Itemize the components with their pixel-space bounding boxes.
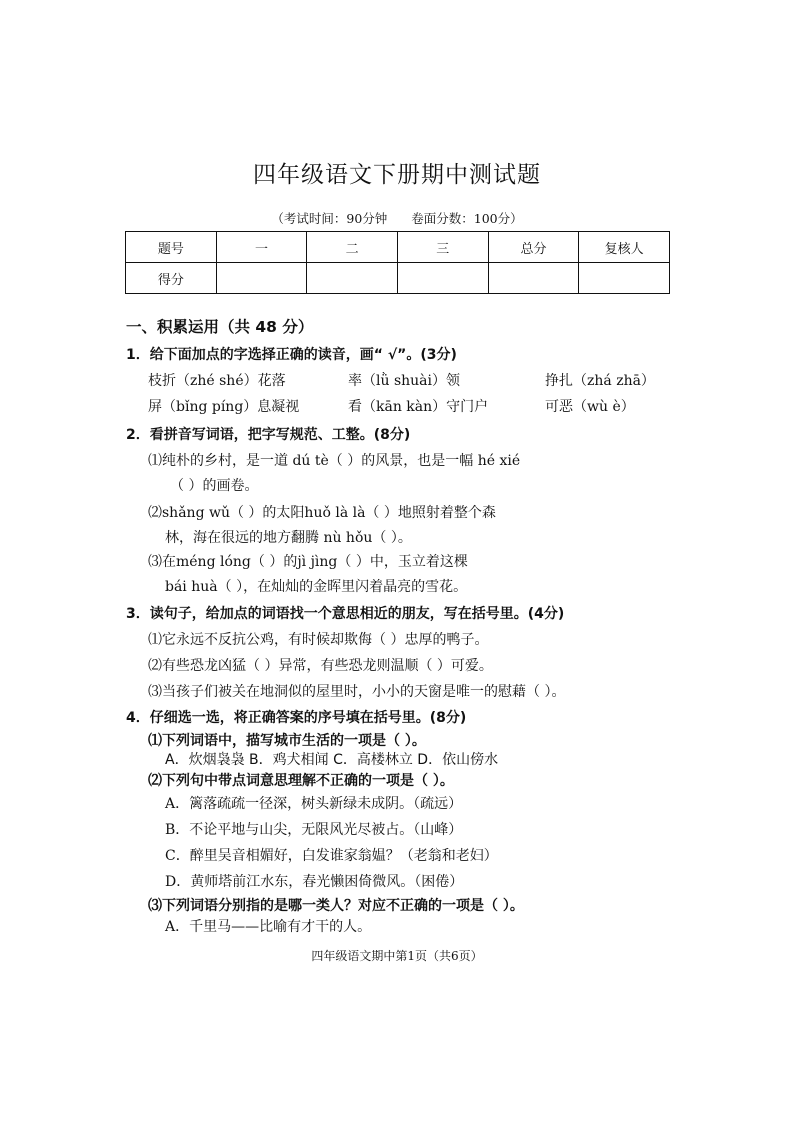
q1-item: 率（lǜ shuài）领 [348, 373, 460, 389]
q1-item: 枝折（zhé shé）花落 [148, 373, 286, 389]
q4-sub-3: ⑶下列词语分别指的是哪一类人？对应不正确的一项是（ ）。 [148, 898, 524, 914]
section-title: 一、积累运用（共 48 分） [126, 318, 314, 336]
score-cell[interactable] [488, 263, 579, 294]
score-cell[interactable] [216, 263, 307, 294]
q4-option: B．不论平地与山尖，无限风光尽被占。（山峰） [165, 822, 463, 838]
question-4-stem: 4．仔细选一选，将正确答案的序号填在括号里。(8分) [126, 710, 467, 726]
q2-line: 林，海在很远的地方翻腾 nù hǒu（ ）。 [165, 530, 412, 546]
exam-subtitle [0, 209, 794, 227]
q2-line: bái huà（ ），在灿灿的金晖里闪着晶亮的雪花。 [165, 579, 468, 595]
score-cell[interactable] [307, 263, 398, 294]
score-cell[interactable] [579, 263, 670, 294]
question-1-stem: 1．给下面加点的字选择正确的读音，画“ √”。(3分) [126, 347, 457, 363]
full-score: 卷面分数：100分） [411, 211, 523, 226]
q3-line: ⑴它永远不反抗公鸡，有时候却欺侮（ ）忠厚的鸭子。 [148, 632, 489, 648]
q1-item: 看（kān kàn）守门户 [348, 399, 489, 415]
score-header-cell: 总分 [488, 232, 579, 263]
q4-sub-1: ⑴下列词语中，描写城市生活的一项是（ ）。 [148, 733, 426, 749]
q2-line: ⑴纯朴的乡村，是一道 dú tè（ ）的风景，也是一幅 hé xié [148, 453, 521, 469]
score-header-cell: 三 [397, 232, 488, 263]
question-2-stem: 2．看拼音写词语，把字写规范、工整。(8分) [126, 427, 411, 443]
exam-title: 四年级语文下册期中测试题 [253, 162, 541, 188]
score-table [125, 231, 670, 294]
q3-line: ⑶当孩子们被关在地洞似的屋里时，小小的天窗是唯一的慰藉（ ）。 [148, 684, 566, 700]
q4-option: A．千里马——比喻有才干的人。 [165, 919, 372, 935]
q2-line: ⑶在méng lóng（ ）的jì jìng（ ）中，玉立着这棵 [148, 554, 468, 570]
q4-sub-1-options: A．炊烟袅袅 B．鸡犬相闻 C．高楼林立 D．依山傍水 [165, 752, 499, 768]
exam-time: （考试时间：90分钟 [271, 211, 388, 226]
page-footer: 四年级语文期中第1页（共6页） [311, 949, 483, 963]
score-table-header-row [126, 232, 670, 263]
question-3-stem: 3．读句子，给加点的词语找一个意思相近的朋友，写在括号里。(4分) [126, 606, 565, 622]
q1-item: 挣扎（zhá zhā） [545, 373, 655, 389]
q3-line: ⑵有些恐龙凶猛（ ）异常，有些恐龙则温顺（ ）可爱。 [148, 658, 493, 674]
q4-option: D．黄师塔前江水东，春光懒困倚微风。（困倦） [165, 874, 464, 890]
score-row-label: 得分 [126, 263, 217, 294]
score-cell[interactable] [397, 263, 488, 294]
q2-line: ⑵shǎng wǔ（ ）的太阳huǒ là là（ ）地照射着整个森 [148, 505, 496, 521]
q2-line: （ ）的画卷。 [170, 478, 259, 494]
q4-sub-2: ⑵下列句中带点词意思理解不正确的一项是（ ）。 [148, 773, 454, 789]
score-header-cell: 二 [307, 232, 398, 263]
q1-item: 可恶（wù è） [545, 399, 635, 415]
score-header-cell: 一 [216, 232, 307, 263]
q4-option: A．篱落疏疏一径深，树头新绿未成阴。（疏远） [165, 796, 463, 812]
q4-option: C．醉里吴音相媚好，白发谁家翁媪？（老翁和老妇） [165, 848, 498, 864]
score-table-score-row [126, 263, 670, 294]
score-header-cell: 题号 [126, 232, 217, 263]
score-header-cell: 复核人 [579, 232, 670, 263]
q1-item: 屏（bǐng píng）息凝视 [148, 399, 300, 415]
